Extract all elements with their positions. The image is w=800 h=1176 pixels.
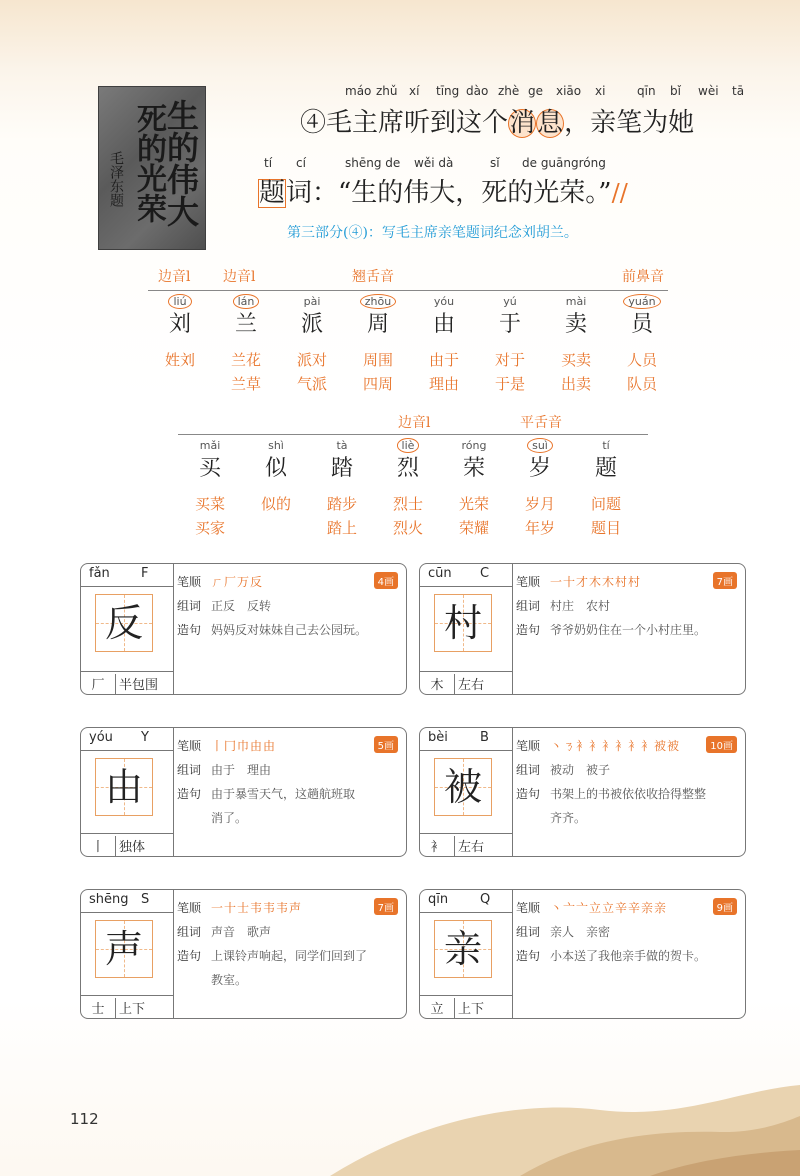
card-initial: C <box>480 566 490 581</box>
calligraphy-signature: 毛泽东题 <box>108 151 124 207</box>
highlight-xi: 息 <box>537 108 564 138</box>
label-words: 组词 <box>516 599 541 613</box>
vocab-pinyin <box>442 438 506 454</box>
example-sentence: 由于暴雪天气，这趟航班取 <box>211 787 356 801</box>
section-number: ④ <box>300 108 327 138</box>
card-words: 被动 被子 <box>550 763 611 777</box>
card-initial: Y <box>141 730 149 745</box>
sentence-line2 <box>258 172 628 209</box>
vocab-pinyin <box>148 294 212 310</box>
vocab-item <box>508 438 572 540</box>
vocab-word: 气派 <box>296 375 327 393</box>
card-right-panel <box>516 734 737 830</box>
card-initial: S <box>141 892 150 907</box>
card-character: 亲 <box>443 927 482 971</box>
vocab-word: 光荣 <box>458 495 489 513</box>
card-words: 亲人 亲密 <box>550 925 611 939</box>
card-structure: 左右 <box>458 678 485 693</box>
card-words: 正反 反转 <box>211 599 272 613</box>
character-card-亲 <box>419 889 746 1019</box>
character-card-反 <box>80 563 407 695</box>
divider <box>148 290 668 291</box>
vocab-pinyin-text: liú <box>168 294 191 309</box>
vocab-pinyin-text: liè <box>397 438 420 453</box>
vocab-word: 年岁 <box>524 519 555 537</box>
label-lateral-2: 边音l <box>223 269 256 285</box>
stroke-count-badge: 5画 <box>374 736 398 753</box>
vocab-word: 对于 <box>494 351 525 369</box>
card-pinyin-row <box>420 728 512 751</box>
vocab-pinyin <box>574 438 638 454</box>
vocab-word: 理由 <box>428 375 459 393</box>
pinyin: tā <box>732 84 745 98</box>
pinyin: máo <box>345 84 372 98</box>
label-stroke-order: 笔顺 <box>516 739 541 753</box>
vocab-word: 由于 <box>428 351 459 369</box>
example-sentence: 爷爷奶奶住在一个小村庄里。 <box>550 623 707 637</box>
vocab-pinyin-text: mài <box>565 295 587 308</box>
highlight-xiao: 消 <box>509 108 536 138</box>
vocab-pinyin-text: yóu <box>433 295 455 308</box>
tianzige-grid <box>95 594 153 652</box>
card-right-panel <box>177 896 398 992</box>
vocab-pinyin-text: zhōu <box>360 294 396 309</box>
example-sentence: 妈妈反对妹妹自己去公园玩。 <box>211 623 368 637</box>
card-pinyin-row <box>420 890 512 913</box>
vocab-pinyin-text: róng <box>461 439 487 452</box>
stroke-order: 一十士韦韦韦声 <box>211 901 303 915</box>
pinyin: tīng <box>436 84 460 98</box>
sentence-text: ，亲笔为她 <box>564 108 695 138</box>
stroke-count-badge: 7画 <box>374 898 398 915</box>
pinyin: de guāngróng <box>522 156 606 170</box>
page-number: 112 <box>70 1110 99 1128</box>
label-sentence: 造句 <box>177 623 202 637</box>
card-bottom-row <box>81 671 173 694</box>
vocab-word: 烈火 <box>392 519 423 537</box>
vocab-pinyin <box>610 294 674 310</box>
vocab-pinyin-text: pài <box>303 295 321 308</box>
vocab-pinyin-text: suì <box>527 438 553 453</box>
example-sentence: 消了。 <box>211 811 248 825</box>
card-words: 由于 理由 <box>211 763 272 777</box>
vocab-character: 岁 <box>528 456 551 481</box>
card-structure: 上下 <box>119 1002 146 1017</box>
label-stroke-order: 笔顺 <box>177 739 202 753</box>
vocab-word: 问题 <box>590 495 621 513</box>
vocab-word: 派对 <box>296 351 327 369</box>
label-sentence: 造句 <box>516 623 541 637</box>
pause-mark: // <box>611 179 628 207</box>
pinyin: xi <box>595 84 606 98</box>
label-words: 组词 <box>177 925 202 939</box>
card-bottom-row <box>420 833 512 856</box>
vocab-character: 烈 <box>396 456 419 481</box>
vocab-item <box>610 294 674 396</box>
vocab-item <box>148 294 212 372</box>
card-right-panel <box>177 570 398 642</box>
card-radical: 丨 <box>81 836 116 856</box>
label-sentence: 造句 <box>177 949 202 963</box>
card-bottom-row <box>420 671 512 694</box>
vocab-pinyin <box>214 294 278 310</box>
label-front-nasal: 前鼻音 <box>622 269 664 285</box>
vocab-word: 于是 <box>494 375 525 393</box>
vocab-item <box>244 438 308 516</box>
card-pinyin-row <box>81 890 173 913</box>
card-radical: 衤 <box>420 836 455 856</box>
card-structure: 左右 <box>458 840 485 855</box>
vocab-pinyin <box>508 438 572 454</box>
label-sentence: 造句 <box>516 949 541 963</box>
vocab-character: 派 <box>300 312 323 337</box>
vocab-item <box>376 438 440 540</box>
sentence-text: 词：“生的伟大，死的光荣。” <box>286 178 612 208</box>
character-card-村 <box>419 563 746 695</box>
tianzige-grid <box>434 758 492 816</box>
card-character: 反 <box>104 601 143 645</box>
label-words: 组词 <box>516 763 541 777</box>
pinyin: bǐ <box>670 84 681 98</box>
vocab-word: 四周 <box>362 375 393 393</box>
sentence-line1-pinyin <box>0 84 800 100</box>
vocab-item <box>280 294 344 396</box>
stroke-count-badge: 7画 <box>713 572 737 589</box>
vocab-character: 于 <box>498 312 521 337</box>
card-pinyin: bèi <box>428 730 448 745</box>
example-sentence: 上课铃声响起，同学们回到了 <box>211 949 368 963</box>
vocab-word: 人员 <box>626 351 657 369</box>
example-sentence: 教室。 <box>211 973 248 987</box>
pinyin: zhè <box>498 84 520 98</box>
sand-dune-decoration <box>0 1080 800 1176</box>
section-summary: 第三部分(④)：写毛主席亲笔题词纪念刘胡兰。 <box>287 225 578 241</box>
calligraphy-col-2: 死的光荣 <box>131 103 166 223</box>
vocab-item <box>478 294 542 396</box>
vocab-pinyin-text: lán <box>233 294 260 309</box>
pinyin: cí <box>296 156 306 170</box>
vocab-word: 买菜 <box>194 495 225 513</box>
card-words: 声音 歌声 <box>211 925 272 939</box>
card-radical: 士 <box>81 998 116 1018</box>
label-sentence: 造句 <box>516 787 541 801</box>
label-stroke-order: 笔顺 <box>516 575 541 589</box>
pinyin: ge <box>528 84 543 98</box>
stroke-order: 丶ㄋ衤衤衤衤衤衤被被 <box>550 739 681 753</box>
pinyin: dào <box>466 84 489 98</box>
tianzige-grid <box>95 758 153 816</box>
card-pinyin: yóu <box>89 730 113 745</box>
vocab-word: 买卖 <box>560 351 591 369</box>
vocab-pinyin <box>376 438 440 454</box>
stroke-count-badge: 4画 <box>374 572 398 589</box>
vocab-character: 买 <box>198 456 221 481</box>
character-card-声 <box>80 889 407 1019</box>
vocab-word: 荣耀 <box>458 519 489 537</box>
label-stroke-order: 笔顺 <box>177 575 202 589</box>
vocab-pinyin-text: tà <box>336 439 348 452</box>
vocab-character: 周 <box>366 312 389 337</box>
sentence-line2-pinyin <box>0 156 800 172</box>
vocab-word: 踏步 <box>326 495 357 513</box>
label-sentence: 造句 <box>177 787 202 801</box>
card-bottom-row <box>81 833 173 856</box>
vocab-pinyin-text: mǎi <box>199 439 221 452</box>
vocab-pinyin-text: yuán <box>623 294 660 309</box>
card-initial: Q <box>480 892 491 907</box>
vocab-pinyin-text: tí <box>602 439 610 452</box>
card-left-panel <box>420 728 513 856</box>
example-sentence: 书架上的书被依依收拾得整整 <box>550 787 707 801</box>
vocab-character: 由 <box>432 312 455 337</box>
card-left-panel <box>420 564 513 694</box>
pinyin: wěi dà <box>414 156 454 170</box>
sentence-text: 毛主席听到这个 <box>326 108 509 138</box>
vocab-word: 踏上 <box>326 519 357 537</box>
example-sentence: 小本送了我他亲手做的贺卡。 <box>550 949 707 963</box>
stroke-order: ㄏ厂万反 <box>211 575 264 589</box>
card-words: 村庄 农村 <box>550 599 611 613</box>
vocab-word: 兰草 <box>230 375 261 393</box>
vocab-word: 烈士 <box>392 495 423 513</box>
label-lateral-1: 边音l <box>158 269 191 285</box>
vocab-item <box>442 438 506 540</box>
pinyin: tí <box>264 156 273 170</box>
vocab-item <box>178 438 242 540</box>
label-words: 组词 <box>177 599 202 613</box>
pinyin: wèi <box>698 84 719 98</box>
card-structure: 上下 <box>458 1002 485 1017</box>
vocab-word: 似的 <box>260 495 291 513</box>
vocab-item <box>310 438 374 540</box>
vocab-pinyin-text: shì <box>268 439 284 452</box>
vocab-word: 题目 <box>590 519 621 537</box>
card-pinyin: qīn <box>428 892 449 907</box>
card-radical: 立 <box>420 998 455 1018</box>
vocab-pinyin-text: yú <box>503 295 517 308</box>
vocab-character: 题 <box>594 456 617 481</box>
pinyin: sǐ <box>490 156 500 170</box>
card-left-panel <box>81 890 174 1018</box>
label-retroflex: 翘舌音 <box>352 269 394 285</box>
card-bottom-row <box>81 995 173 1018</box>
tianzige-grid <box>95 920 153 978</box>
label-lateral-3: 边音l <box>398 415 431 431</box>
card-radical: 厂 <box>81 674 116 694</box>
pinyin: qīn <box>637 84 656 98</box>
stroke-order: 一十才木木村村 <box>550 575 642 589</box>
card-structure: 半包围 <box>119 678 159 693</box>
label-flat-tongue: 平舌音 <box>520 415 562 431</box>
pinyin: shēng de <box>345 156 401 170</box>
vocab-word: 兰花 <box>230 351 261 369</box>
vocab-item <box>412 294 476 396</box>
vocab-pinyin <box>412 294 476 310</box>
vocab-pinyin <box>178 438 242 454</box>
vocab-pinyin <box>346 294 410 310</box>
vocab-item <box>574 438 638 540</box>
highlight-ti: 题 <box>259 178 286 208</box>
vocab-item <box>346 294 410 396</box>
label-words: 组词 <box>516 925 541 939</box>
tianzige-grid <box>434 594 492 652</box>
card-left-panel <box>81 728 174 856</box>
label-stroke-order: 笔顺 <box>177 901 202 915</box>
vocab-pinyin <box>280 294 344 310</box>
vocab-word: 周围 <box>362 351 393 369</box>
pinyin: zhǔ <box>376 84 398 98</box>
card-character: 声 <box>104 927 143 971</box>
vocab-character: 兰 <box>234 312 257 337</box>
vocab-character: 似 <box>264 456 287 481</box>
vocab-pinyin <box>478 294 542 310</box>
card-pinyin: cūn <box>428 566 452 581</box>
stroke-order: 丨冂巾由由 <box>211 739 277 753</box>
card-pinyin-row <box>420 564 512 587</box>
vocab-word: 岁月 <box>524 495 555 513</box>
character-card-被 <box>419 727 746 857</box>
tianzige-grid <box>434 920 492 978</box>
stroke-order: 丶亠亠立立辛辛亲亲 <box>550 901 668 915</box>
pinyin: xí <box>409 84 420 98</box>
calligraphy-col-1: 生的伟大 <box>162 99 200 227</box>
card-initial: F <box>141 566 149 581</box>
vocab-pinyin <box>244 438 308 454</box>
vocab-word: 买家 <box>194 519 225 537</box>
vocab-character: 踏 <box>330 456 353 481</box>
card-right-panel <box>516 570 737 642</box>
vocab-pinyin <box>310 438 374 454</box>
card-bottom-row <box>420 995 512 1018</box>
card-right-panel <box>177 734 398 830</box>
vocab-item <box>214 294 278 396</box>
card-character: 被 <box>443 765 482 809</box>
label-stroke-order: 笔顺 <box>516 901 541 915</box>
vocab-character: 员 <box>630 312 653 337</box>
vocab-character: 荣 <box>462 456 485 481</box>
card-left-panel <box>81 564 174 694</box>
vocab-item <box>544 294 608 396</box>
card-character: 由 <box>104 765 143 809</box>
card-left-panel <box>420 890 513 1018</box>
vocab-pinyin <box>544 294 608 310</box>
vocab-character: 刘 <box>168 312 191 337</box>
label-words: 组词 <box>177 763 202 777</box>
card-right-panel <box>516 896 737 968</box>
vocab-character: 卖 <box>564 312 587 337</box>
stroke-count-badge: 9画 <box>713 898 737 915</box>
vocab-word: 出卖 <box>560 375 591 393</box>
card-radical: 木 <box>420 674 455 694</box>
pinyin: xiāo <box>556 84 582 98</box>
stroke-count-badge: 10画 <box>706 736 737 753</box>
card-initial: B <box>480 730 489 745</box>
card-pinyin-row <box>81 728 173 751</box>
vocab-word: 队员 <box>626 375 657 393</box>
card-character: 村 <box>443 601 482 645</box>
sentence-line1 <box>300 102 694 139</box>
character-card-由 <box>80 727 407 857</box>
card-pinyin-row <box>81 564 173 587</box>
vocab-word: 姓刘 <box>164 351 195 369</box>
card-structure: 独体 <box>119 840 146 855</box>
example-sentence: 齐齐。 <box>550 811 587 825</box>
card-pinyin: fǎn <box>89 566 110 581</box>
card-pinyin: shēng <box>89 892 129 907</box>
divider <box>178 434 648 435</box>
